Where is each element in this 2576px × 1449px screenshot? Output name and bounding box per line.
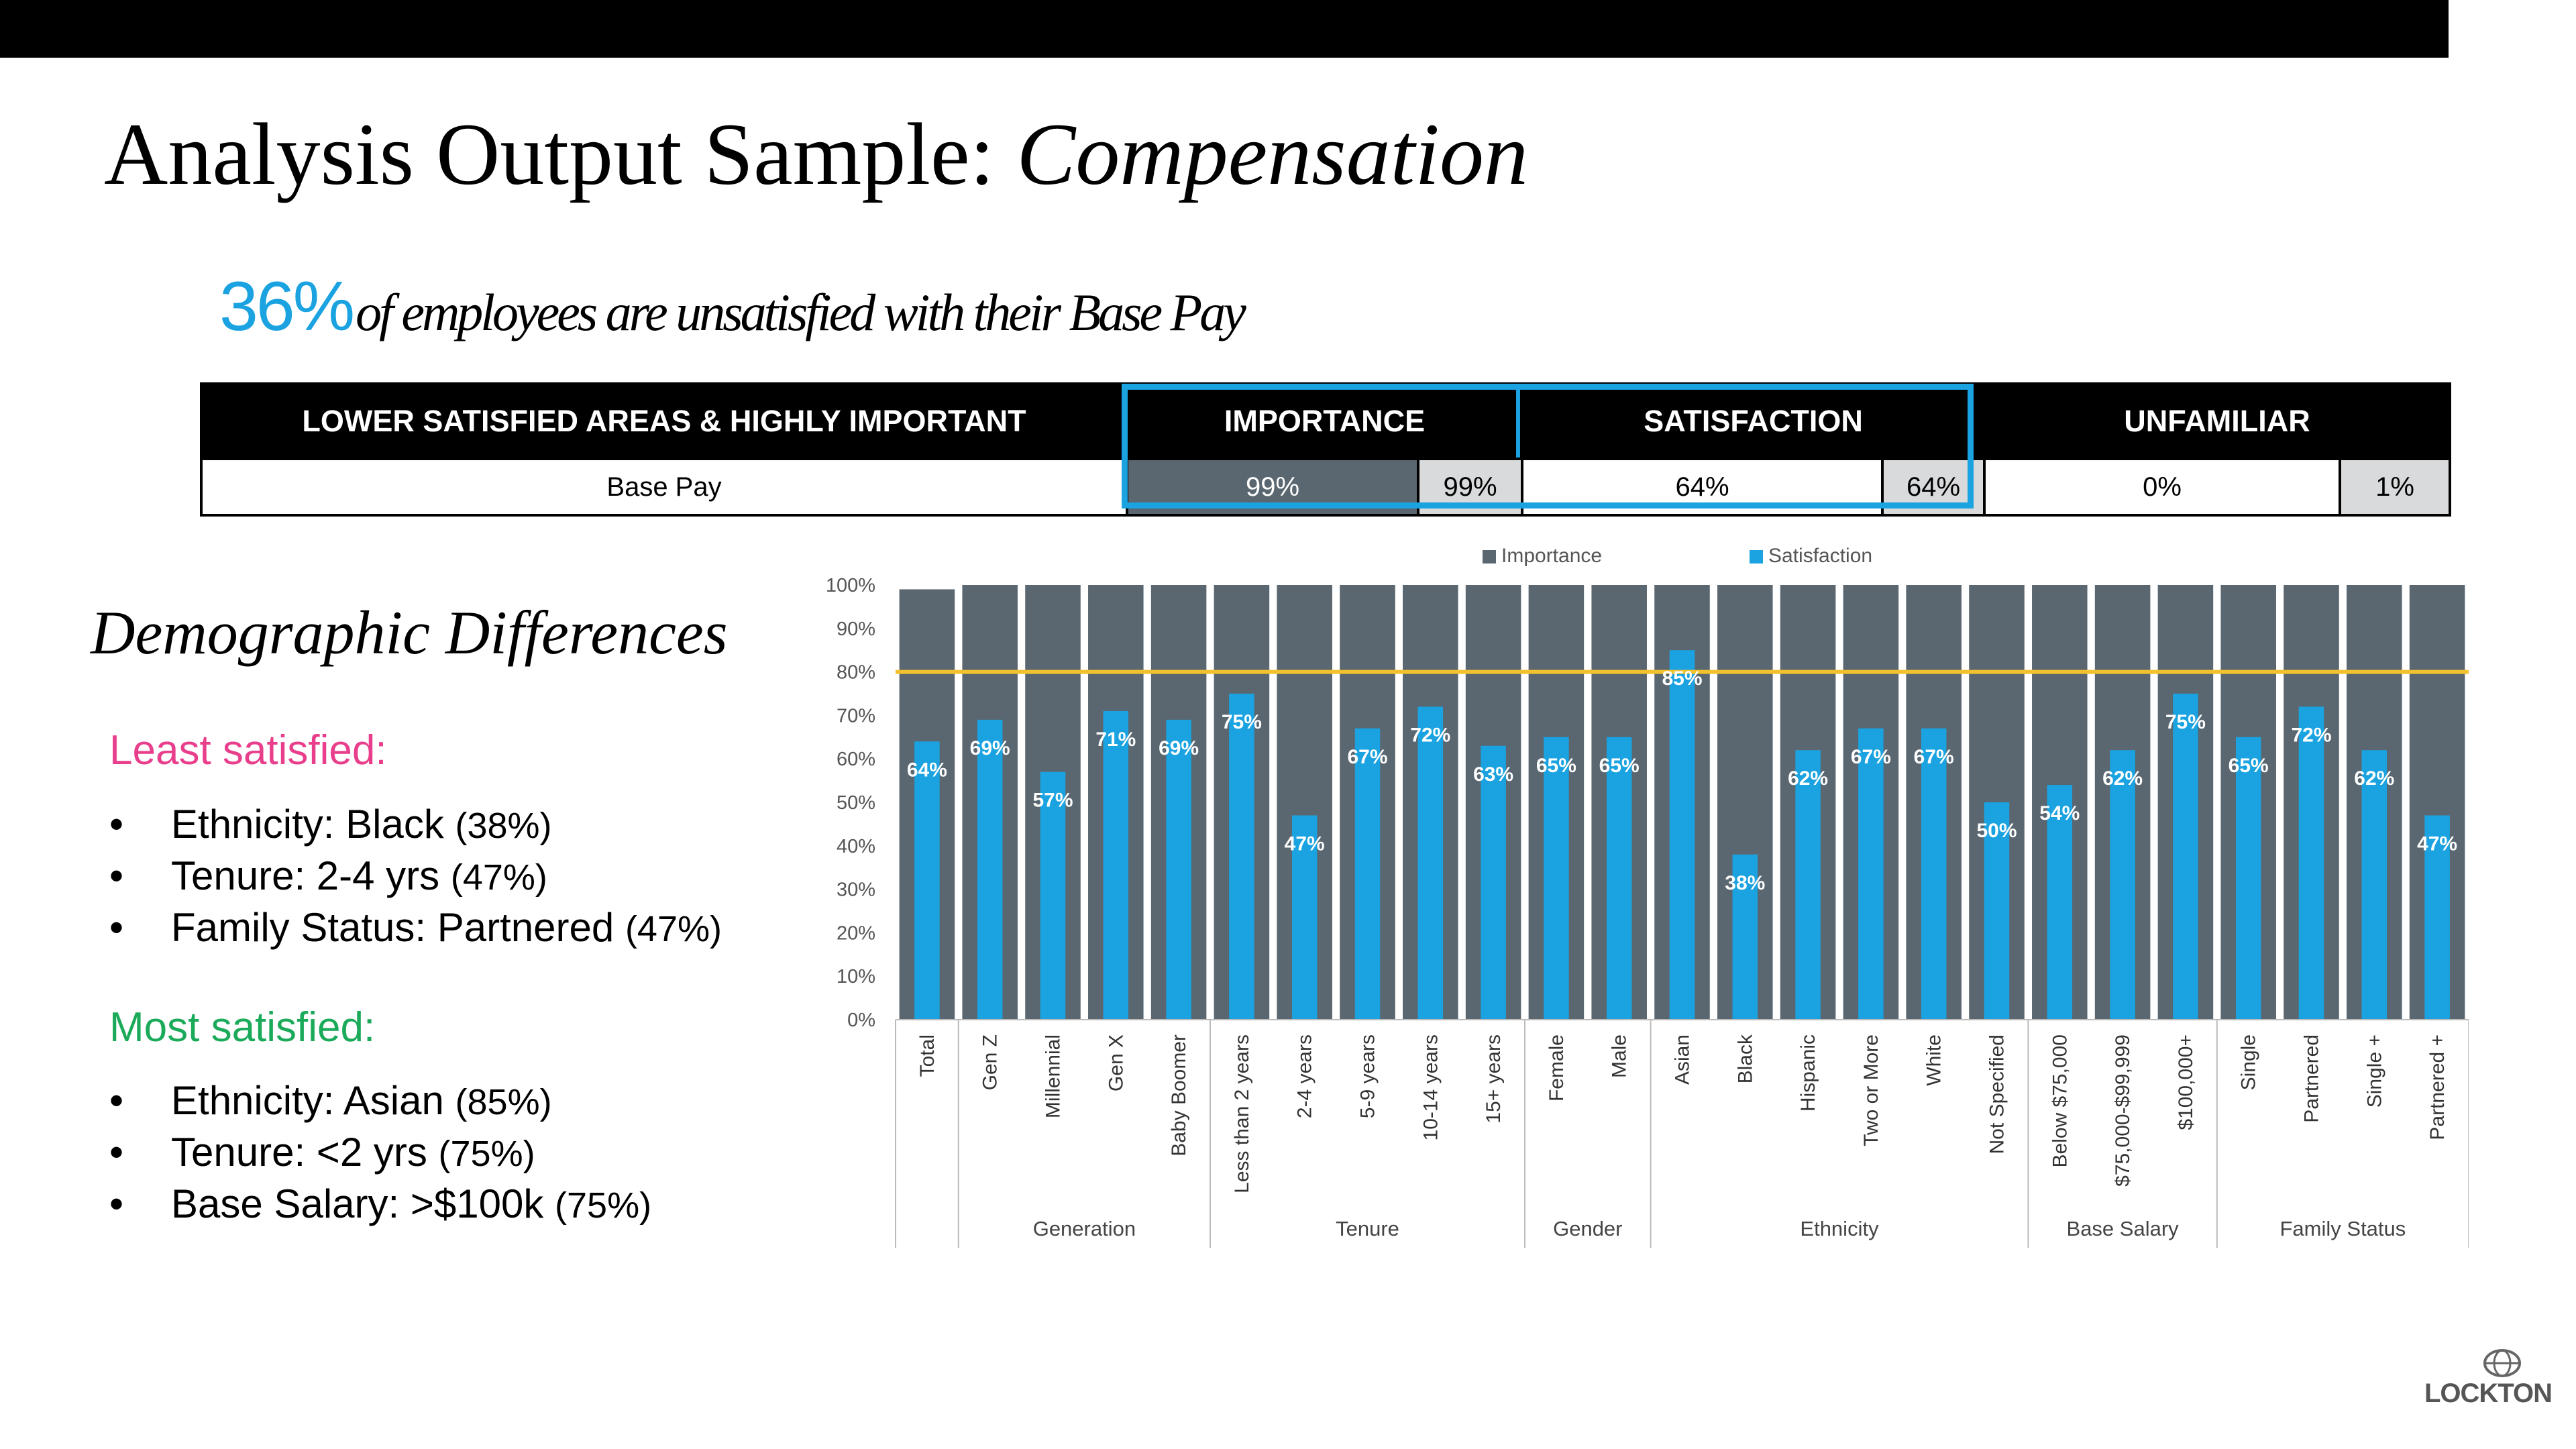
satisfaction-bar — [2299, 706, 2324, 1020]
item-pct: (75%) — [555, 1185, 652, 1226]
satisfaction-bar — [2362, 750, 2387, 1020]
x-category-label: Hispanic — [1797, 1034, 1820, 1112]
list-item — [109, 1178, 651, 1230]
satisfaction-data-label: 50% — [1976, 820, 2017, 842]
satisfaction-data-label: 71% — [1095, 728, 1136, 751]
satisfaction-data-label: 85% — [1662, 667, 1703, 690]
satisfaction-bar — [2173, 694, 2198, 1020]
cell-importance: 99% — [1127, 459, 1418, 515]
x-category-label: Two or More — [1860, 1034, 1882, 1146]
x-category-label: Below $75,000 — [2049, 1034, 2072, 1168]
least-satisfied-label: Least satisfied: — [109, 727, 387, 773]
headline-percent: 36% — [219, 268, 354, 345]
satisfaction-data-label: 62% — [1788, 767, 1829, 790]
satisfaction-data-label: 75% — [2165, 711, 2206, 733]
cell-area: Base Pay — [201, 459, 1127, 515]
x-category-label: Total — [916, 1034, 938, 1077]
item-pct: (47%) — [625, 909, 722, 949]
most-satisfied-list — [109, 1075, 651, 1230]
group-label: Tenure — [1336, 1217, 1399, 1240]
satisfaction-bar — [1355, 729, 1381, 1020]
x-category-label: Single — [2237, 1034, 2260, 1091]
demographics-title: Demographic Differences — [91, 598, 728, 667]
x-category-label: Not Specified — [1986, 1034, 2008, 1155]
x-category-label: Female — [1545, 1034, 1568, 1102]
satisfaction-data-label: 64% — [906, 759, 947, 782]
x-category-label: 15+ years — [1483, 1034, 1505, 1124]
y-tick-label: 50% — [836, 792, 875, 814]
x-category-label: Millennial — [1042, 1034, 1065, 1119]
item-text: Ethnicity: Black — [171, 802, 444, 847]
group-label: Gender — [1553, 1217, 1623, 1240]
group-label: Generation — [1032, 1217, 1136, 1240]
satisfaction-bar — [1229, 694, 1254, 1020]
legend-label: Importance — [1501, 545, 1603, 567]
y-tick-label: 40% — [836, 835, 875, 857]
y-tick-label: 90% — [836, 618, 875, 640]
satisfaction-bar — [1544, 737, 1569, 1020]
satisfaction-bar — [977, 720, 1003, 1020]
highlight-divider — [1516, 384, 1520, 458]
x-category-label: 2-4 years — [1293, 1034, 1316, 1119]
satisfaction-bar — [1670, 650, 1695, 1020]
header-satisfaction: SATISFACTION — [1522, 384, 1984, 459]
x-category-label: Gen Z — [979, 1034, 1002, 1091]
header-area: LOWER SATISFIED AREAS & HIGHLY IMPORTANT — [201, 384, 1127, 459]
satisfaction-data-label: 72% — [1410, 724, 1451, 747]
satisfaction-data-label: 47% — [2417, 833, 2458, 855]
summary-header-row — [201, 384, 2450, 459]
item-text: Base Salary: >$100k — [171, 1181, 544, 1226]
satisfaction-bar — [2110, 750, 2135, 1020]
legend-swatch-satisfaction — [1750, 550, 1763, 564]
item-text: Ethnicity: Asian — [171, 1078, 444, 1123]
y-tick-label: 80% — [836, 661, 875, 684]
satisfaction-bar — [1607, 737, 1632, 1020]
x-category-label: 5-9 years — [1356, 1034, 1379, 1119]
cell-satisfaction-bench: 64% — [1882, 459, 1984, 515]
satisfaction-data-label: 38% — [1725, 871, 1766, 894]
y-tick-label: 100% — [825, 575, 875, 596]
satisfaction-data-label: 62% — [2354, 767, 2395, 790]
satisfaction-data-label: 65% — [1599, 754, 1640, 777]
satisfaction-data-label: 67% — [1850, 745, 1891, 768]
cell-satisfaction: 64% — [1522, 459, 1882, 515]
x-category-label: 10-14 years — [1419, 1034, 1442, 1141]
y-tick-label: 0% — [847, 1010, 875, 1031]
cell-importance-bench: 99% — [1418, 459, 1522, 515]
satisfaction-data-label: 67% — [1347, 745, 1388, 768]
satisfaction-data-label: 63% — [1473, 763, 1514, 786]
title-plain: Analysis Output Sample: — [104, 105, 1017, 203]
legend-swatch-importance — [1483, 550, 1496, 564]
x-category-label: Asian — [1671, 1034, 1694, 1085]
satisfaction-data-label: 47% — [1284, 833, 1325, 855]
satisfaction-bar — [1858, 729, 1884, 1020]
satisfaction-bar — [1481, 746, 1506, 1020]
header-unfamiliar: UNFAMILIAR — [1984, 384, 2450, 459]
most-satisfied-label: Most satisfied: — [109, 1004, 376, 1051]
satisfaction-data-label: 72% — [2291, 724, 2332, 747]
satisfaction-data-label: 69% — [969, 737, 1010, 759]
x-category-label: $75,000-$99,999 — [2112, 1034, 2135, 1187]
cell-unfamiliar-bench: 1% — [2340, 459, 2450, 515]
group-label: Family Status — [2279, 1217, 2406, 1240]
item-pct: (75%) — [438, 1134, 535, 1174]
demographics-bar-chart — [792, 530, 2469, 1275]
satisfaction-bar — [1166, 720, 1191, 1020]
page-title — [104, 101, 1528, 208]
satisfaction-data-label: 65% — [2228, 754, 2269, 777]
lockton-logo: LOCKTON — [2424, 1379, 2553, 1408]
satisfaction-data-label: 75% — [1221, 711, 1262, 733]
top-bar — [0, 0, 2449, 58]
list-item — [109, 902, 722, 953]
item-text: Family Status: Partnered — [171, 905, 614, 950]
title-italic: Compensation — [1016, 105, 1528, 203]
cell-unfamiliar: 0% — [1984, 459, 2340, 515]
y-tick-label: 60% — [836, 749, 875, 771]
x-category-label: Baby Boomer — [1168, 1034, 1191, 1157]
y-tick-label: 30% — [836, 879, 875, 901]
satisfaction-bar — [2236, 737, 2261, 1020]
satisfaction-data-label: 67% — [1913, 745, 1954, 768]
satisfaction-bar — [1921, 729, 1947, 1020]
x-category-label: $100,000+ — [2174, 1034, 2197, 1130]
group-label: Base Salary — [2066, 1217, 2179, 1240]
x-category-label: Male — [1608, 1034, 1631, 1079]
group-label: Ethnicity — [1800, 1217, 1879, 1240]
headline — [219, 267, 1244, 347]
summary-table — [200, 382, 2451, 517]
x-category-label: Black — [1734, 1034, 1757, 1084]
y-tick-label: 10% — [836, 966, 875, 988]
satisfaction-bar — [1104, 711, 1129, 1020]
x-category-label: Single + — [2363, 1034, 2386, 1108]
satisfaction-data-label: 57% — [1032, 789, 1073, 812]
y-tick-label: 20% — [836, 922, 875, 945]
x-category-label: Less than 2 years — [1230, 1034, 1253, 1193]
x-category-label: Gen X — [1105, 1034, 1128, 1092]
satisfaction-data-label: 62% — [2102, 767, 2143, 790]
x-category-label: White — [1923, 1034, 1945, 1086]
list-item — [109, 850, 722, 902]
least-satisfied-list — [109, 798, 722, 953]
satisfaction-bar — [1795, 750, 1821, 1020]
satisfaction-data-label: 69% — [1159, 737, 1199, 759]
x-category-label: Partnered — [2300, 1034, 2323, 1123]
header-importance: IMPORTANCE — [1127, 384, 1522, 459]
x-category-label: Partnered + — [2426, 1034, 2449, 1140]
item-pct: (47%) — [450, 857, 547, 898]
satisfaction-data-label: 65% — [1536, 754, 1576, 777]
summary-row — [201, 459, 2450, 515]
list-item — [109, 1075, 651, 1126]
item-text: Tenure: <2 yrs — [171, 1130, 427, 1175]
satisfaction-bar — [1418, 706, 1444, 1020]
list-item — [109, 1126, 651, 1178]
item-text: Tenure: 2-4 yrs — [171, 853, 440, 898]
y-tick-label: 70% — [836, 705, 875, 727]
item-pct: (85%) — [455, 1082, 552, 1122]
lockton-globe-icon — [2482, 1348, 2522, 1378]
satisfaction-bar — [914, 741, 940, 1020]
legend-label: Satisfaction — [1768, 545, 1873, 567]
satisfaction-data-label: 54% — [2039, 802, 2080, 825]
item-pct: (38%) — [455, 806, 552, 846]
headline-text: of employees are unsatisfied with their Base Pay — [356, 283, 1244, 341]
list-item — [109, 798, 722, 850]
